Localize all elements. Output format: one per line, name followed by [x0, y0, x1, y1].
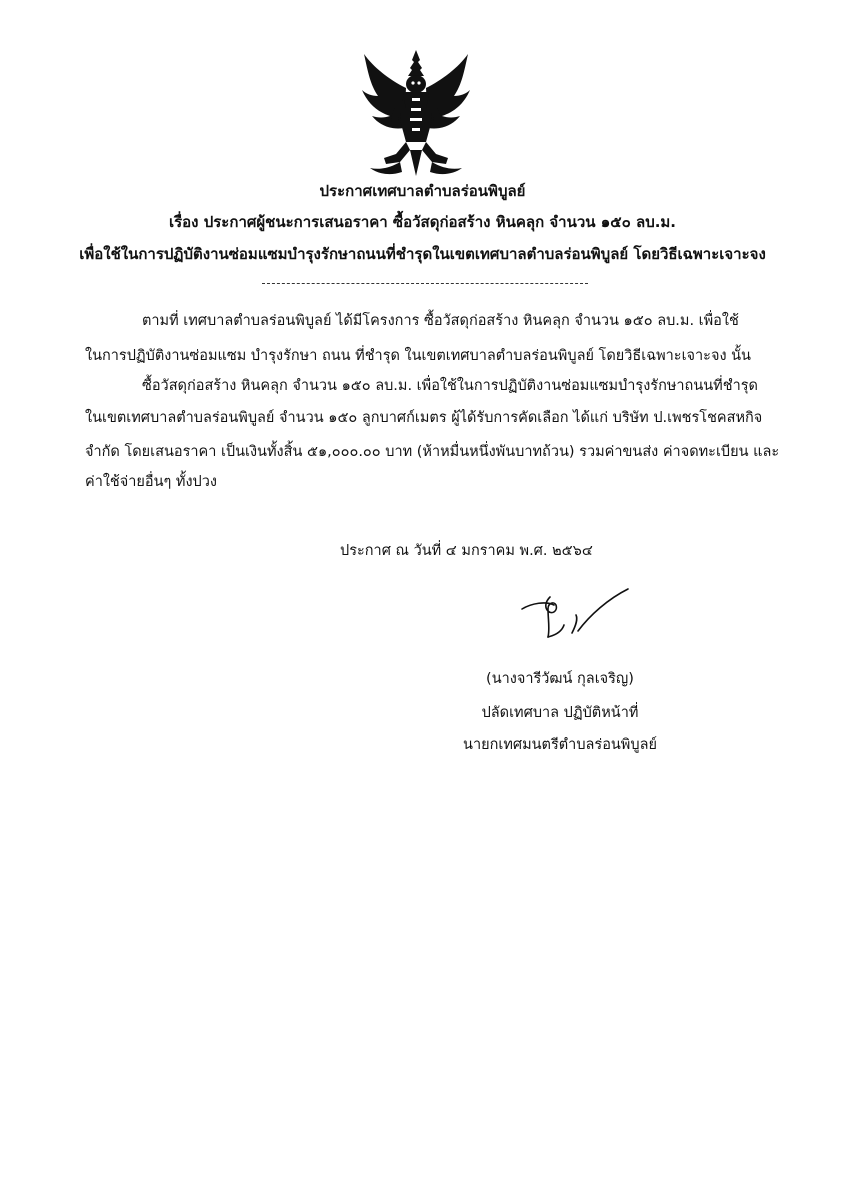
body-text-line: ค่าใช้จ่ายอื่นๆ ทั้งปวง — [85, 474, 217, 490]
body-text-line: จำกัด โดยเสนอราคา เป็นเงินทั้งสิ้น ๕๑,๐๐๐.๐๐ บาท (ห้าหมื่นหนึ่งพันบาทถ้วน) รวมค่าขนส่ง ค่าจดทะเบียน และ — [85, 444, 780, 460]
body-text-line: ในเขตเทศบาลตำบลร่อนพิบูลย์ จำนวน ๑๕๐ ลูกบาศก์เมตร ผู้ได้รับการคัดเลือก ได้แก่ บริษัท ป.เพชรโชคสหกิจ — [85, 410, 763, 426]
garuda-emblem-icon — [360, 50, 472, 178]
signatory-title: นายกเทศมนตรีตำบลร่อนพิบูลย์ — [463, 737, 657, 753]
body-text-line: ซื้อวัสดุก่อสร้าง หินคลุก จำนวน ๑๕๐ ลบ.ม. เพื่อใช้ในการปฏิบัติงานซ่อมแซมบำรุงรักษาถนนที่ชำรุด — [142, 378, 758, 394]
announcement-title: ประกาศเทศบาลตำบลร่อนพิบูลย์ — [319, 182, 526, 200]
signatory-name: (นางจารีวัฒน์ กุลเจริญ) — [486, 671, 634, 687]
announcement-date: ประกาศ ณ วันที่ ๔ มกราคม พ.ศ. ๒๕๖๔ — [340, 543, 593, 559]
separator-line — [262, 283, 588, 284]
handwritten-signature — [518, 585, 638, 645]
body-text-line: ตามที่ เทศบาลตำบลร่อนพิบูลย์ ได้มีโครงการ ซื้อวัสดุก่อสร้าง หินคลุก จำนวน ๑๕๐ ลบ.ม. เพื่อใช้ — [142, 313, 739, 329]
announcement-subject-continued: เพื่อใช้ในการปฏิบัติงานซ่อมแซมบำรุงรักษาถนนที่ชำรุดในเขตเทศบาลตำบลร่อนพิบูลย์ โดยวิธีเฉพาะเจาะจง — [79, 245, 766, 263]
announcement-subject: เรื่อง ประกาศผู้ชนะการเสนอราคา ซื้อวัสดุก่อสร้าง หินคลุก จำนวน ๑๕๐ ลบ.ม. — [168, 213, 676, 231]
signatory-position: ปลัดเทศบาล ปฏิบัติหน้าที่ — [481, 705, 639, 721]
body-text-line: ในการปฏิบัติงานซ่อมแซม บำรุงรักษา ถนน ที่ชำรุด ในเขตเทศบาลตำบลร่อนพิบูลย์ โดยวิธีเฉพาะเจาะจง นั้น — [85, 348, 751, 364]
